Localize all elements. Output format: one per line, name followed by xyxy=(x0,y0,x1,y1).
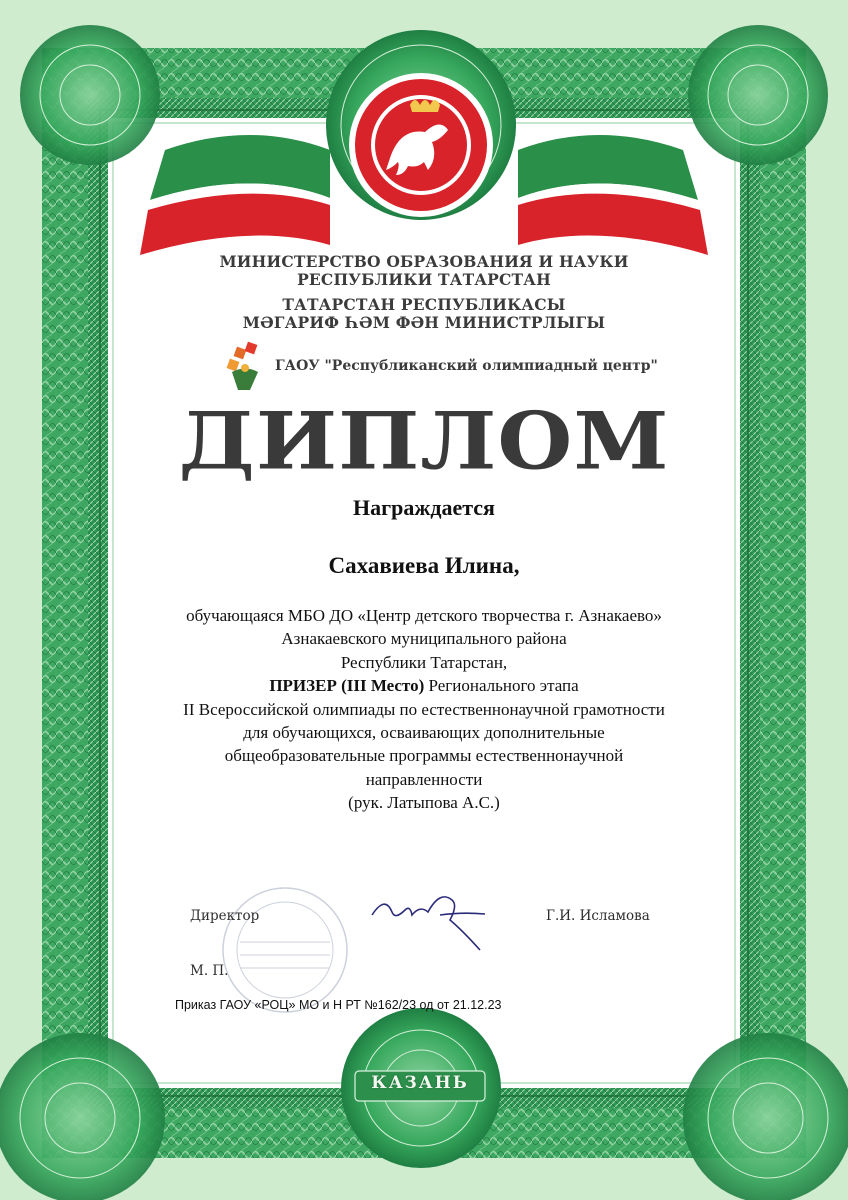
ministry-ru-line2: РЕСПУБЛИКИ ТАТАРСТАН xyxy=(297,270,551,289)
description-line: (рук. Латыпова А.С.) xyxy=(348,793,500,813)
description-line: направленности xyxy=(365,769,483,789)
city-name: КАЗАНЬ xyxy=(371,1073,469,1093)
director-name: Г.И. Исламова xyxy=(546,908,650,924)
ministry-tt-line2: МӘГАРИФ ҺӘМ ФӘН МИНИСТРЛЫГЫ xyxy=(242,313,606,332)
recipient-name: Сахавиева Илина, xyxy=(328,553,520,578)
order-reference: Приказ ГАОУ «РОЦ» МО и Н РТ №162/23 од от 21.12.23 xyxy=(175,998,502,1012)
awarded-label: Награждается xyxy=(353,495,495,520)
description-line: Азнакаевского муниципального района xyxy=(281,629,567,649)
stamp-label: М. П. xyxy=(190,963,229,979)
diploma-title: ДИПЛОМ xyxy=(178,395,670,488)
director-label: Директор xyxy=(190,908,260,924)
stage-text: Регионального этапа xyxy=(424,676,579,696)
description-line: II Всероссийской олимпиады по естественнонаучной грамотности xyxy=(183,699,665,719)
description-line-place xyxy=(110,674,738,697)
description-line: обучающаяся МБО ДО «Центр детского творчества г. Азнакаево» xyxy=(186,606,662,625)
prize-place: ПРИЗЕР (III Место) xyxy=(269,676,425,696)
tatarstan-emblem xyxy=(349,73,493,217)
description-line: для обучающихся, осваивающих дополнительные xyxy=(243,723,605,743)
ministry-tt-line1: ТАТАРСТАН РЕСПУБЛИКАСЫ xyxy=(282,295,566,314)
description-line: общеобразовательные программы естественнонаучной xyxy=(224,746,624,766)
award-description xyxy=(110,604,738,815)
organization-name: ГАОУ "Республиканский олимпиадный центр" xyxy=(275,358,658,374)
description-line: Республики Татарстан, xyxy=(340,652,508,672)
ministry-ru-line1: МИНИСТЕРСТВО ОБРАЗОВАНИЯ И НАУКИ xyxy=(219,252,629,271)
